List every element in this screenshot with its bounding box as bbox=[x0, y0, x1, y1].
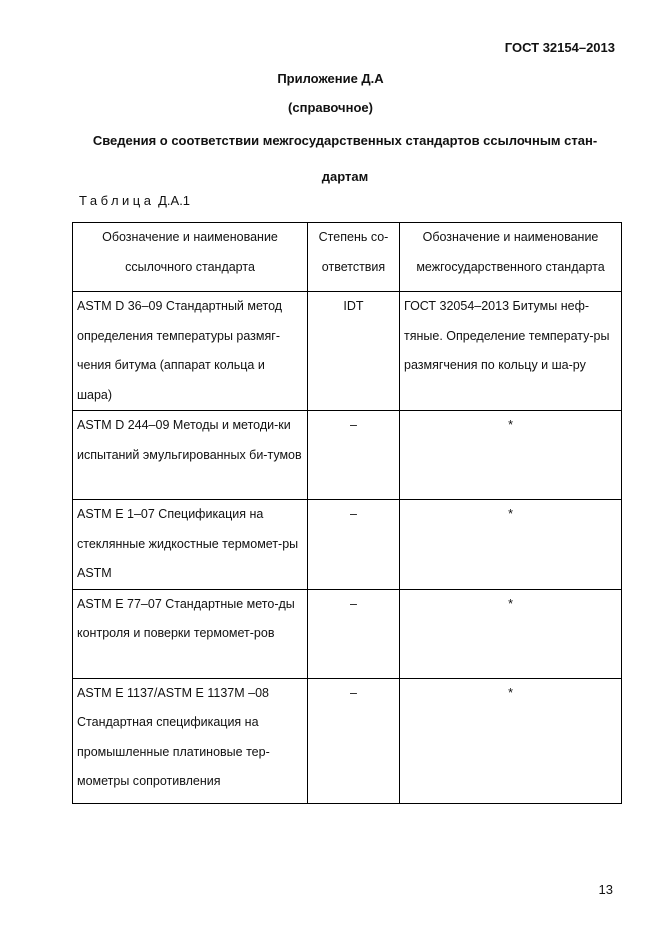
cell-degree: IDT bbox=[308, 292, 400, 411]
table-row bbox=[73, 589, 622, 678]
table-row bbox=[73, 678, 622, 803]
cell-degree: – bbox=[308, 678, 400, 803]
correspondence-table bbox=[72, 222, 622, 804]
appendix-title: Приложение Д.А bbox=[277, 71, 384, 86]
cell-interstate-standard: * bbox=[400, 589, 622, 678]
cell-interstate-standard: ГОСТ 32054–2013 Битумы неф-тяные. Определение температу-ры размягчения по кольцу и ша-ру bbox=[400, 292, 622, 411]
cell-interstate-standard: * bbox=[400, 500, 622, 590]
table-caption bbox=[79, 193, 190, 208]
header-interstate-standard: Обозначение и наименование межгосударственного стандарта bbox=[400, 223, 622, 292]
table-header-row bbox=[73, 223, 622, 292]
table-caption-number: Д.А.1 bbox=[158, 193, 191, 208]
document-code: ГОСТ 32154–2013 bbox=[504, 40, 615, 55]
cell-reference-standard: ASTM D 244–09 Методы и методи-ки испытаний эмульгированных би-тумов bbox=[73, 411, 308, 500]
appendix-heading-line-2: дартам bbox=[321, 169, 369, 184]
page-number: 13 bbox=[598, 882, 613, 897]
cell-degree: – bbox=[308, 411, 400, 500]
cell-degree: – bbox=[308, 500, 400, 590]
cell-reference-standard: ASTM E 1–07 Спецификация на стеклянные жидкостные термомет-ры ASTM bbox=[73, 500, 308, 590]
header-reference-standard: Обозначение и наименование ссылочного стандарта bbox=[73, 223, 308, 292]
cell-reference-standard: ASTM E 77–07 Стандартные мето-ды контроля и поверки термомет-ров bbox=[73, 589, 308, 678]
table-caption-label: Таблица bbox=[79, 193, 155, 208]
cell-interstate-standard: * bbox=[400, 411, 622, 500]
appendix-type: (справочное) bbox=[288, 100, 373, 115]
table-row bbox=[73, 292, 622, 411]
header-degree-of-correspondence: Степень со-ответствия bbox=[308, 223, 400, 292]
cell-degree: – bbox=[308, 589, 400, 678]
cell-reference-standard: ASTM D 36–09 Стандартный метод определения температуры размяг-чения битума (аппарат кольца и шара) bbox=[73, 292, 308, 411]
table-row bbox=[73, 500, 622, 590]
appendix-heading bbox=[82, 123, 608, 195]
appendix-heading-line-1: Сведения о соответствии межгосударственных стандартов ссылочным стан- bbox=[92, 133, 598, 148]
table-row bbox=[73, 411, 622, 500]
cell-reference-standard: ASTM E 1137/ASTM E 1137M –08 Стандартная спецификация на промышленные платиновые тер-мометры сопротивления bbox=[73, 678, 308, 803]
cell-interstate-standard: * bbox=[400, 678, 622, 803]
